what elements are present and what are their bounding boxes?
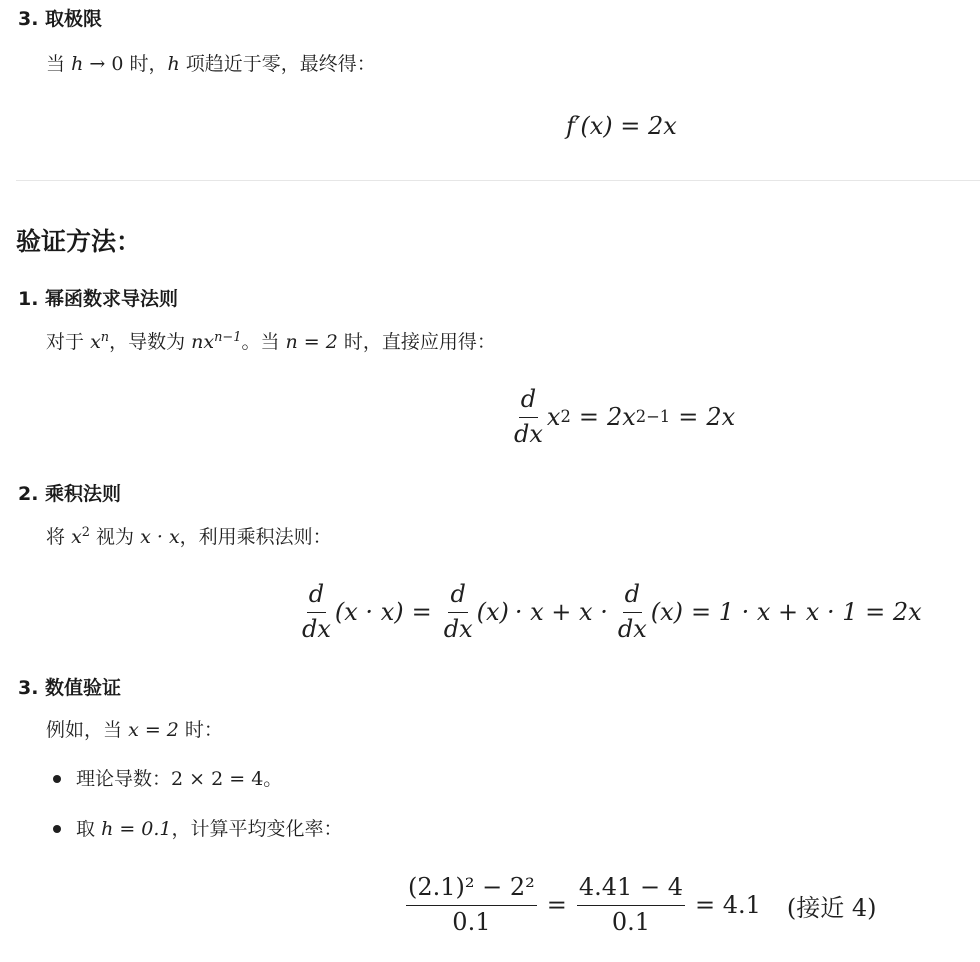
numeric-frac1-num: (2.1)² − 2² xyxy=(406,874,537,906)
power-rule-heading: 1. 幂函数求导法则 xyxy=(18,288,179,310)
power-text-a: 对于 xyxy=(46,331,85,353)
product-frac2-num: d xyxy=(448,581,467,613)
product-eq1: = xyxy=(411,598,432,626)
numeric-frac2-num: 4.41 − 4 xyxy=(577,874,685,906)
numeric-eq1: = xyxy=(546,891,567,919)
power-formula-eq: = xyxy=(578,403,599,431)
product-frac1-den: dx xyxy=(302,614,331,643)
product-x: x xyxy=(71,526,82,548)
product-term3: (x) xyxy=(650,598,683,626)
step-3-limit-heading: 3. 取极限 xyxy=(18,8,103,30)
numeric-text-a: 例如，当 xyxy=(46,719,123,741)
power-formula-final: 2x xyxy=(706,403,736,431)
power-frac-den: dx xyxy=(514,419,543,448)
numeric-note: (接近 4) xyxy=(786,893,877,922)
bullet-1-end: 。 xyxy=(263,768,283,790)
product-derivative-2 xyxy=(442,581,475,643)
bullet-2-text xyxy=(76,815,343,843)
bullet-2-label: 取 xyxy=(76,818,96,840)
power-exp-n: n xyxy=(100,329,110,345)
product-rule-formula xyxy=(298,578,922,646)
product-derivative-3 xyxy=(616,581,649,643)
numeric-heading: 3. 数值验证 xyxy=(18,677,122,699)
power-formula-eq2: = xyxy=(678,403,699,431)
power-exp-n-minus-1: n−1 xyxy=(214,329,242,345)
numeric-frac1-den: 0.1 xyxy=(452,907,491,936)
product-text-c: ，利用乘积法则： xyxy=(179,526,332,548)
power-n-equals-2: n = 2 xyxy=(285,331,338,353)
bullet-1-expr: 2 × 2 = 4 xyxy=(171,768,264,790)
product-frac3-num: d xyxy=(623,581,642,613)
product-rhs: = 1 · x + x · 1 = 2x xyxy=(691,598,922,626)
power-expr-nx: nx xyxy=(191,331,215,353)
power-rule-paragraph xyxy=(46,328,496,356)
product-term1: (x · x) xyxy=(334,598,404,626)
section-divider xyxy=(16,180,980,181)
product-term2: (x) xyxy=(476,598,509,626)
product-exp2: 2 xyxy=(81,524,90,540)
bullet-2-marker xyxy=(53,825,61,833)
power-text-b: ，导数为 xyxy=(109,331,186,353)
bullet-1-text xyxy=(76,765,282,793)
limit-result-formula: f′(x) = 2x xyxy=(566,112,677,140)
numeric-frac2-den: 0.1 xyxy=(611,907,651,936)
limit-text-c: 项趋近于零，最终得： xyxy=(185,53,376,75)
limit-var-h2: h xyxy=(167,53,180,75)
power-rule-formula: $\frac{d}{dx}$ x 2 = 2x 2−1 = 2x xyxy=(514,384,736,448)
product-text-b: 视为 xyxy=(96,526,135,548)
bullet-2-end: ，计算平均变化率： xyxy=(171,818,343,840)
product-plus: · x + x · xyxy=(514,598,608,626)
product-frac3-den: dx xyxy=(617,614,647,643)
power-derivative-operator xyxy=(512,386,545,448)
power-formula-x: x xyxy=(546,403,561,431)
limit-paragraph xyxy=(46,50,376,78)
power-frac-num: d xyxy=(519,386,538,418)
limit-zero: 0 xyxy=(111,53,124,75)
product-frac1-num: d xyxy=(307,581,326,613)
limit-text-b: 时， xyxy=(129,53,168,75)
numeric-x-eq-2: x = 2 xyxy=(128,719,179,741)
bullet-1-label: 理论导数： xyxy=(76,768,172,790)
numeric-result: = 4.1 xyxy=(694,891,761,919)
power-expr-x: x xyxy=(90,331,101,353)
power-text-d: 时，直接应用得： xyxy=(343,331,496,353)
numeric-frac-2 xyxy=(577,874,685,936)
numeric-text-b: 时： xyxy=(184,719,223,741)
bullet-2-h: h = 0.1 xyxy=(101,818,172,840)
product-frac2-den: dx xyxy=(443,614,473,643)
product-rule-paragraph xyxy=(46,523,332,551)
bullet-1-marker xyxy=(53,775,61,783)
numeric-paragraph xyxy=(46,716,223,744)
product-x-dot-x: x · x xyxy=(140,526,180,548)
limit-var-h: h xyxy=(71,53,84,75)
numeric-formula xyxy=(404,870,877,940)
limit-arrow: → xyxy=(89,53,106,75)
power-formula-2x: 2x xyxy=(606,403,636,431)
numeric-frac-1 xyxy=(406,874,537,936)
product-text-a: 将 xyxy=(46,526,66,548)
verification-title: 验证方法： xyxy=(16,227,142,256)
power-text-c: 。当 xyxy=(241,331,280,353)
limit-text-a: 当 xyxy=(46,53,66,75)
product-rule-heading: 2. 乘积法则 xyxy=(18,483,122,505)
product-derivative-1 xyxy=(300,581,333,643)
